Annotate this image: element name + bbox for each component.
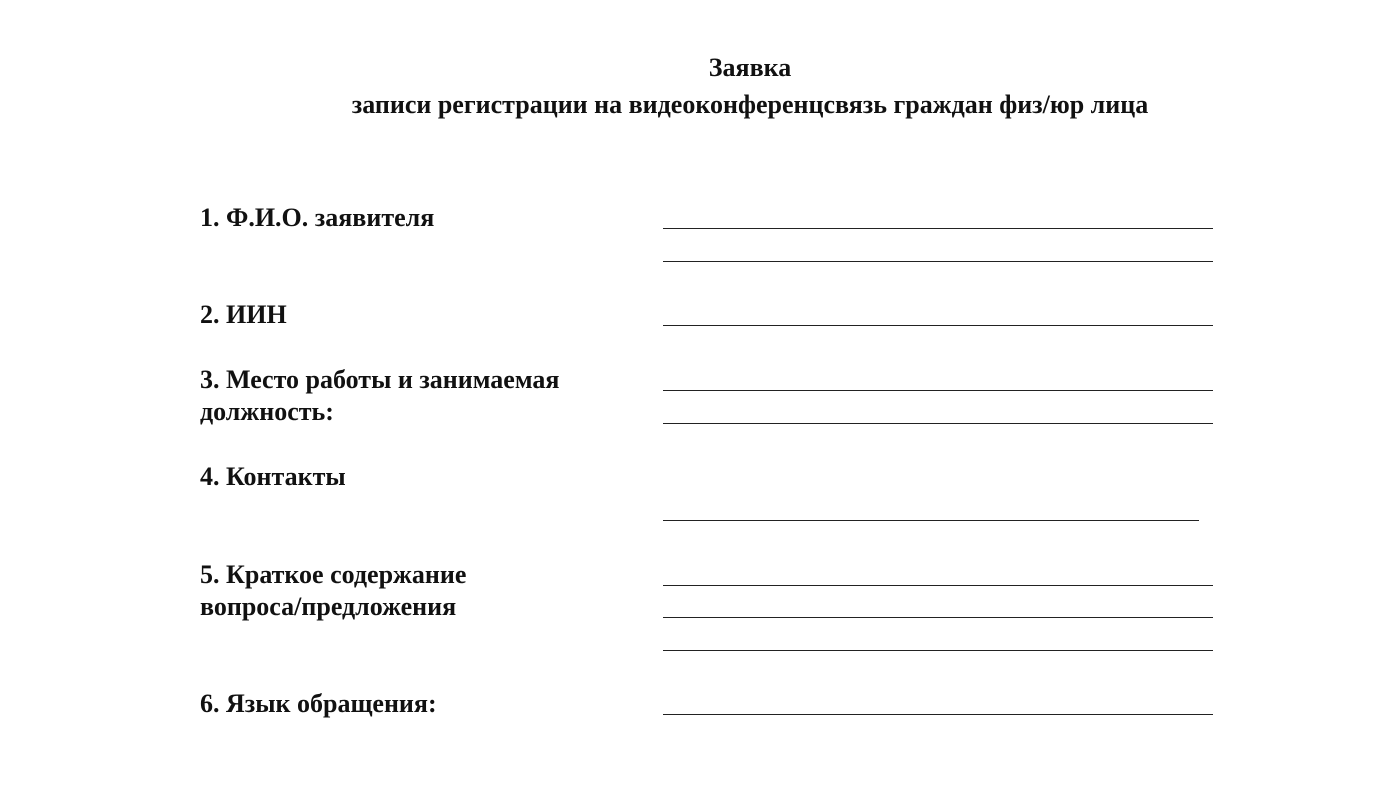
language-fill-line xyxy=(663,714,1213,715)
field-label-summary: 5. Краткое содержание xyxy=(200,560,467,589)
field-label-summary-cont: вопроса/предложения xyxy=(200,592,457,621)
field-label-workplace-cont: должность: xyxy=(200,397,334,426)
field-label-workplace: 3. Место работы и занимаемая xyxy=(200,365,560,394)
summary-fill-line xyxy=(663,585,1213,586)
field-label-language: 6. Язык обращения: xyxy=(200,689,437,718)
field-label-fio: 1. Ф.И.О. заявителя xyxy=(200,203,435,232)
fio-fill-line xyxy=(663,261,1213,262)
document-title: Заявка xyxy=(708,53,792,82)
summary-fill-line xyxy=(663,617,1213,618)
document-subtitle: записи регистрации на видеоконференцсвязь граждан физ/юр лица xyxy=(351,90,1149,119)
summary-fill-line xyxy=(663,650,1213,651)
workplace-fill-line xyxy=(663,390,1213,391)
iin-fill-line xyxy=(663,325,1213,326)
contacts-fill-line xyxy=(663,520,1199,521)
fio-fill-line xyxy=(663,228,1213,229)
workplace-fill-line xyxy=(663,423,1213,424)
field-label-iin: 2. ИИН xyxy=(200,300,287,329)
field-label-contacts: 4. Контакты xyxy=(200,462,346,491)
